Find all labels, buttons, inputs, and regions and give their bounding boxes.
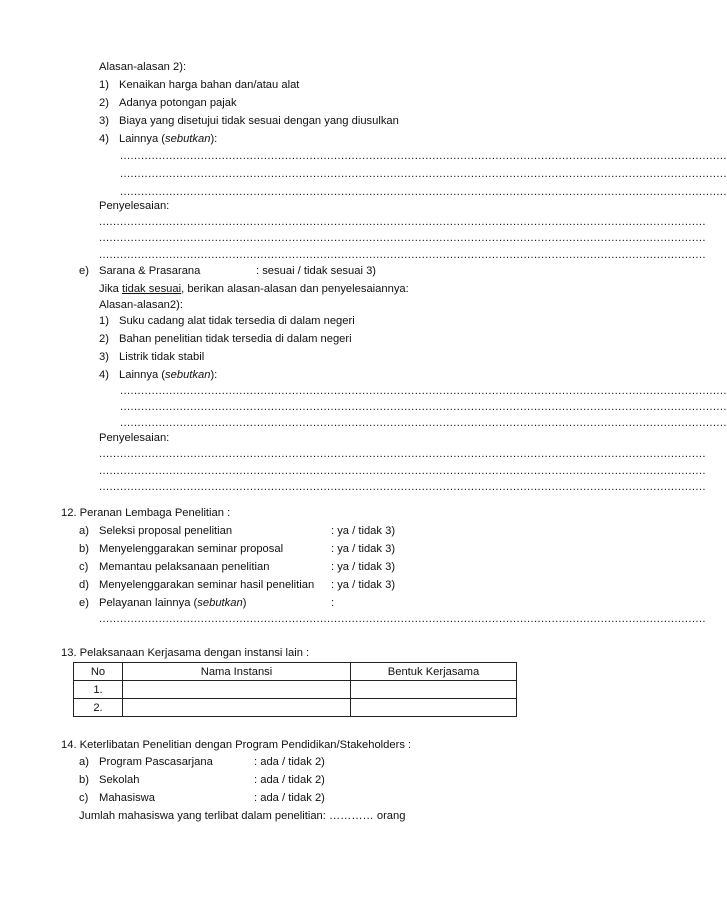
section-title: 13. Pelaksanaan Kerjasama dengan instansi lain : <box>61 647 310 659</box>
item-label: c) <box>79 561 89 573</box>
fill-line[interactable]: ............................................................................................................................................................................. <box>120 186 727 198</box>
reason-item <box>99 114 399 128</box>
facilities-status: : sesuai / tidak sesuai 3) <box>256 265 377 277</box>
fill-line[interactable]: ............................................................................................................................................................................. <box>99 249 706 261</box>
row-institution-cell[interactable] <box>123 681 351 699</box>
item-value: : <box>331 597 335 609</box>
item-text: Menyelenggarakan seminar proposal <box>99 543 284 555</box>
facilities-note: Jika tidak sesuai, berikan alasan-alasan dan penyelesaiannya: <box>99 283 409 295</box>
table-row <box>74 699 517 717</box>
table-row <box>74 681 517 699</box>
reason-item <box>99 350 204 364</box>
reason-text: Suku cadang alat tidak tersedia di dalam negeri <box>119 315 355 327</box>
row-cooperation-cell[interactable] <box>351 681 517 699</box>
item-value: : ada / tidak 2) <box>254 792 325 804</box>
row-cooperation-cell[interactable] <box>351 699 517 717</box>
fill-line[interactable]: ............................................................................................................................................................................. <box>99 613 706 625</box>
item-value: : ya / tidak 3) <box>331 525 396 537</box>
item-label: b) <box>79 543 89 555</box>
item-text: Program Pascasarjana <box>99 756 213 768</box>
item-label: a) <box>79 525 89 537</box>
section-title: 12. Peranan Lembaga Penelitian : <box>61 507 231 519</box>
reason-num: 2) <box>99 333 109 345</box>
fill-line[interactable]: ............................................................................................................................................................................. <box>99 216 706 228</box>
reason-item <box>99 332 352 346</box>
row-institution-cell[interactable] <box>123 699 351 717</box>
row-no: 2. <box>74 699 123 717</box>
header-institution: Nama Instansi <box>123 663 351 681</box>
fill-line[interactable]: ............................................................................................................................................................................. <box>120 385 727 397</box>
header-no: No <box>74 663 123 681</box>
reason-num: 1) <box>99 79 109 91</box>
reason-item <box>99 314 355 328</box>
reason-num: 2) <box>99 97 109 109</box>
reason-text: Listrik tidak stabil <box>119 351 205 363</box>
item-value: : ya / tidak 3) <box>331 561 396 573</box>
resolution-label: Penyelesaian: <box>99 432 170 444</box>
item-text: Memantau pelaksanaan penelitian <box>99 561 270 573</box>
fill-line[interactable]: ............................................................................................................................................................................. <box>120 150 727 162</box>
item-value: : ada / tidak 2) <box>254 774 325 786</box>
fill-line[interactable]: ............................................................................................................................................................................. <box>120 401 727 413</box>
item-label: d) <box>79 579 89 591</box>
table-header-row <box>74 663 517 681</box>
item-value: : ada / tidak 2) <box>254 756 325 768</box>
reason-num: 3) <box>99 351 109 363</box>
item-label: a) <box>79 756 89 768</box>
row-no: 1. <box>74 681 123 699</box>
item-text: Menyelenggarakan seminar hasil penelitian <box>99 579 315 591</box>
item-label: c) <box>79 792 89 804</box>
reason-num: 4) <box>99 133 109 145</box>
reason-num: 3) <box>99 115 109 127</box>
item-text: Mahasiswa <box>99 792 155 804</box>
reason-text: Bahan penelitian tidak tersedia di dalam negeri <box>119 333 352 345</box>
fill-line[interactable]: ............................................................................................................................................................................. <box>99 465 706 477</box>
item-value: : ya / tidak 3) <box>331 543 396 555</box>
reason-text: Kenaikan harga bahan dan/atau alat <box>119 79 300 91</box>
reasons-header: Alasan-alasan 2): <box>99 61 187 73</box>
facilities-title: Sarana & Prasarana <box>99 265 201 277</box>
fill-line[interactable]: ............................................................................................................................................................................. <box>99 481 706 493</box>
cooperation-table <box>73 662 517 717</box>
reason-item <box>99 96 237 110</box>
item-text: Sekolah <box>99 774 140 786</box>
reason-item: 4) Lainnya (sebutkan): <box>99 369 218 381</box>
reason-text: Biaya yang disetujui tidak sesuai dengan yang diusulkan <box>119 115 399 127</box>
reasons-header: Alasan-alasan2): <box>99 299 183 311</box>
item-text: Seleksi proposal penelitian <box>99 525 233 537</box>
header-cooperation-form: Bentuk Kerjasama <box>351 663 517 681</box>
fill-line[interactable]: ............................................................................................................................................................................. <box>99 232 706 244</box>
reason-item <box>99 78 299 92</box>
fill-line[interactable]: ............................................................................................................................................................................. <box>120 417 727 429</box>
resolution-label: Penyelesaian: <box>99 200 170 212</box>
item-value: : ya / tidak 3) <box>331 579 396 591</box>
reason-item: 4) Lainnya (sebutkan): <box>99 133 218 145</box>
item-label: b) <box>79 774 89 786</box>
fill-line[interactable]: ............................................................................................................................................................................. <box>99 448 706 460</box>
item-label: e) <box>79 597 89 609</box>
reason-num: 1) <box>99 315 109 327</box>
fill-line[interactable]: ............................................................................................................................................................................. <box>120 168 727 180</box>
reason-text: Adanya potongan pajak <box>119 97 237 109</box>
students-count-line: Jumlah mahasiswa yang terlibat dalam penelitian: ………… orang <box>79 810 406 822</box>
section-title: 14. Keterlibatan Penelitian dengan Program Pendidikan/Stakeholders : <box>61 739 412 751</box>
reason-num: 4) <box>99 369 109 381</box>
item-label: e) <box>79 265 89 277</box>
item-text: Pelayanan lainnya (sebutkan) <box>99 597 247 609</box>
